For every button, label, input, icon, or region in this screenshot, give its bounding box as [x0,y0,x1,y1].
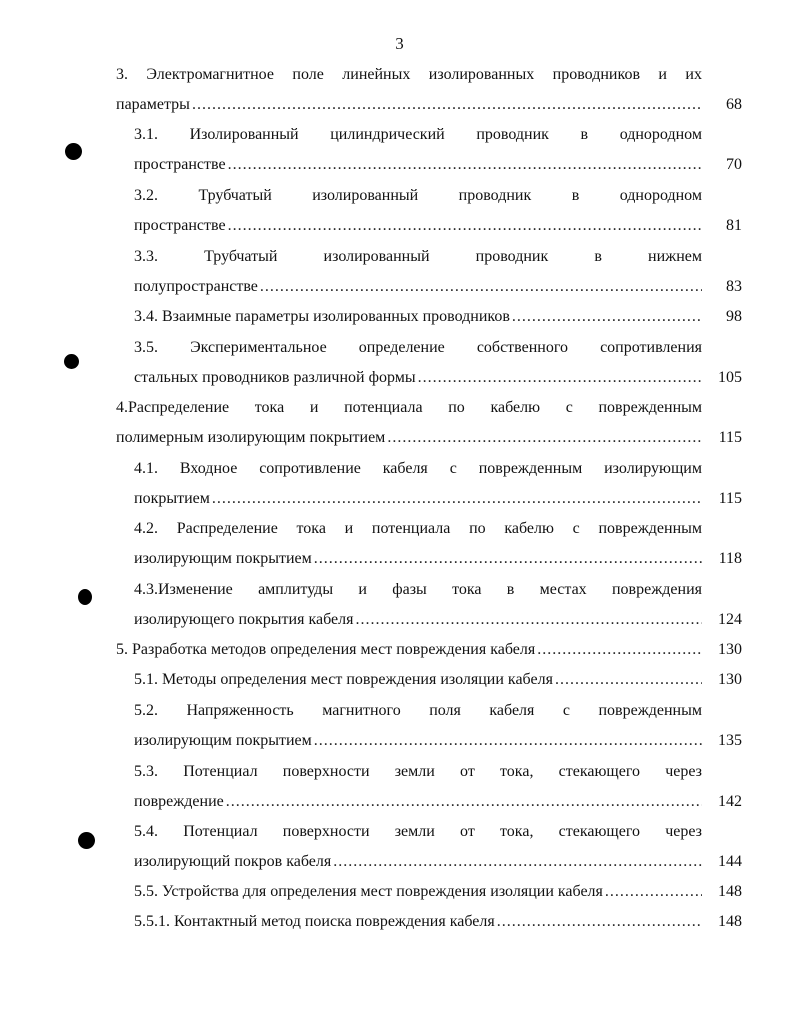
toc-entry-5-2-line2 [134,726,702,756]
toc-entry-5-2-page: 135 [718,732,742,749]
toc-entry-4-3-line2 [134,605,702,635]
toc-entry-3-4-page: 98 [726,308,742,325]
toc-entry-3-5-line1: 3.5. Экспериментальное определение собственного сопротивления [134,339,702,356]
leader-dots [387,423,702,453]
toc-entry-3-1-page: 70 [726,156,742,173]
toc-entry-5-4-line1: 5.4. Потенциал поверхности земли от тока, стекающего через [134,823,702,840]
toc-entry-5-3-line1: 5.3. Потенциал поверхности земли от тока, стекающего через [134,763,702,780]
toc-entry-5-1-page: 130 [718,671,742,688]
toc-entry-3-2-page: 81 [726,217,742,234]
toc-entry-5-3-line2 [134,787,702,817]
leader-dots [512,302,702,332]
toc-entry-3-5-page: 105 [718,369,742,386]
leader-dots [226,787,702,817]
punch-hole-mark [65,143,82,160]
leader-dots [605,877,702,907]
page-number: 3 [395,34,404,53]
leader-dots [555,665,702,695]
leader-dots [228,150,702,180]
toc-entry-3-1-line2 [134,150,702,180]
toc-entry-3-5-line2 [134,363,702,393]
toc-entry-3-3-line1: 3.3. Трубчатый изолированный проводник в нижнем [134,248,702,265]
toc-entry-5-4-page: 144 [718,853,742,870]
toc-entry-4-3-page: 124 [718,611,742,628]
toc-entry-3-1-line1: 3.1. Изолированный цилиндрический проводник в однородном [134,126,702,143]
leader-dots [418,363,702,393]
toc-entry-3-3-line2 [134,272,702,302]
toc-entry-3-page: 68 [726,96,742,113]
toc-entry-3-5-title-end: стальных проводников различной формы [134,369,416,386]
toc-entry-5-1-title: 5.1. Методы определения мест повреждения изоляции кабеля [134,671,553,688]
toc-entry-5-4-line2 [134,847,702,877]
toc-entry-3-4 [134,302,702,332]
toc-entry-5-2-line1: 5.2. Напряженность магнитного поля кабеля с поврежденным [134,702,702,719]
toc-entry-4-1-line2 [134,484,702,514]
punch-hole-mark [78,589,92,605]
toc-entry-5-title: 5. Разработка методов определения мест повреждения кабеля [116,641,536,658]
toc-entry-3-2-line1: 3.2. Трубчатый изолированный проводник в однородном [134,187,702,204]
toc-entry-3-3-title-end: полупространстве [134,278,258,295]
toc-entry-4-2-page: 118 [718,550,742,567]
toc-entry-4-3-line1: 4.3.Изменение амплитуды и фазы тока в местах повреждения [134,581,702,598]
toc-entry-5-5-1 [134,907,702,937]
toc-entry-5 [116,635,702,665]
toc-entry-5-5-page: 148 [718,883,742,900]
toc-entry-4-3-title-end: изолирующего покрытия кабеля [134,611,354,628]
toc-entry-3-line2 [116,90,702,120]
punch-hole-mark [64,354,79,369]
toc-entry-5-3-page: 142 [718,793,742,810]
toc-entry-4-1-line1: 4.1. Входное сопротивление кабеля с поврежденным изолирующим [134,460,702,477]
toc-entry-4-1-page: 115 [718,490,742,507]
leader-dots [355,605,702,635]
leader-dots [260,272,702,302]
leader-dots [537,635,702,665]
toc-entry-5-page: 130 [718,641,742,658]
toc-entry-3-4-title: 3.4. Взаимные параметры изолированных проводников [134,308,510,325]
leader-dots [333,847,702,877]
toc-entry-5-2-title-end: изолирующим покрытием [134,732,312,749]
leader-dots [192,90,702,120]
punch-hole-mark [78,832,95,849]
toc-entry-5-1 [134,665,702,695]
toc-entry-3-2-title-end: пространстве [134,217,226,234]
toc-entry-4-line1: 4.Распределение тока и потенциала по кабелю с поврежденным [116,399,702,416]
toc-entry-4-line2 [116,423,702,453]
toc-entry-4-2-title-end: изолирующим покрытием [134,550,312,567]
leader-dots [314,544,702,574]
toc-entry-4-2-line1: 4.2. Распределение тока и потенциала по кабелю с поврежденным [134,520,702,537]
toc-entry-3-2-line2 [134,211,702,241]
toc-entry-4-page: 115 [718,429,742,446]
leader-dots [314,726,702,756]
toc-entry-3-1-title-end: пространстве [134,156,226,173]
toc-entry-5-3-title-end: повреждение [134,793,224,810]
toc-entry-4-2-line2 [134,544,702,574]
toc-entry-3-3-page: 83 [726,278,742,295]
toc-entry-3-line1: 3. Электромагнитное поле линейных изолированных проводников и их [116,66,702,83]
toc-entry-5-5-title: 5.5. Устройства для определения мест повреждения изоляции кабеля [134,883,603,900]
toc-entry-3-title-end: параметры [116,96,190,113]
leader-dots [228,211,702,241]
toc-entry-4-1-title-end: покрытием [134,490,210,507]
toc-entry-5-5 [134,877,702,907]
toc-entry-5-4-title-end: изолирующий покров кабеля [134,853,332,870]
leader-dots [212,484,702,514]
toc-entry-4-title-end: полимерным изолирующим покрытием [116,429,386,446]
leader-dots [497,907,702,937]
toc-entry-5-5-1-page: 148 [718,913,742,930]
toc-entry-5-5-1-title: 5.5.1. Контактный метод поиска повреждения кабеля [134,913,495,930]
